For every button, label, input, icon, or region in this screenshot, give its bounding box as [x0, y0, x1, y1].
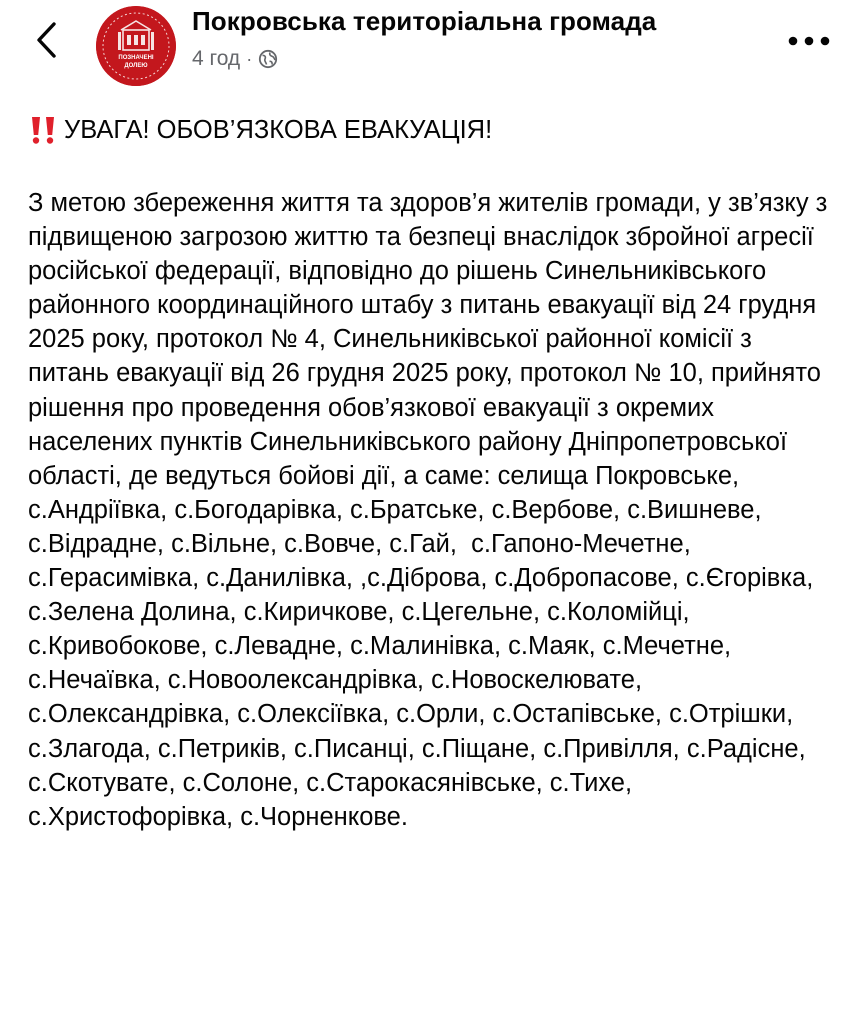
post-meta [192, 46, 278, 72]
post-time[interactable]: 4 год [192, 47, 241, 70]
globe-icon [258, 49, 278, 69]
post-body: З метою збереження життя та здоров’я жителів громади, у зв’язку з підвищеною загрозою життю та безпеці внаслідок збройної агресії російської федерації, відповідно до рішень Синельниківського районного координаційного штабу з питань евакуації від 24 грудня 2025 року, протокол № 4, Синельниківської районної комісії з питань евакуації від 26 грудня 2025 року, протокол № 10, прийнято рішення про проведення обов’язкової евакуації з окремих населених пунктів Синельниківського району Дніпропетровської області, де ведуться бойові дії, а саме: селища Покровське, с.Андріївка, с.Богодарівка, с.Братське, с.Вербове, с.Вишневе, с.Відрадне, с.Вільне, с.Вовче, с.Гай, с.Гапоно-Мечетне, с.Герасимівка, с.Данилівка, ,с.Діброва, с.Добропасове, с.Єгорівка, с.Зелена Долина, с.Киричкове, с.Цегельне, с.Коломійці, с.Кривобокове, с.Левадне, с.Малинівка, с.Маяк, с.Мечетне, с.Нечаївка, с.Новоолександрівка, с.Новоскелювате, с.Олександрівка, с.Олексіївка, с.Орли, с.Остапівське, с.Отрішки, с.Злагода, с.Петриків, с.Писанці, с.Піщане, с.Привілля, с.Радісне, с.Скотувате, с.Солоне, с.Старокасянівське, с.Тихе, с.Христофорівка, с.Чорненкове. [28, 189, 835, 831]
logo-text-line1: ПОЗНАЧЕНІ [118, 55, 154, 61]
more-horizontal-icon [786, 30, 832, 52]
chevron-left-icon [26, 18, 70, 62]
post-title [28, 112, 836, 148]
logo-text-line2: ДОЛЕЮ [124, 63, 148, 69]
avatar[interactable] [96, 6, 176, 86]
community-logo-icon [96, 6, 176, 86]
more-options-button[interactable] [786, 30, 832, 52]
back-button[interactable] [26, 18, 70, 62]
post-content [28, 112, 836, 834]
page-name[interactable]: Покровська територіальна громада [192, 6, 657, 36]
post-header [0, 0, 856, 96]
post-title-text: УВАГА! ОБОВ’ЯЗКОВА ЕВАКУАЦІЯ! [64, 115, 493, 144]
meta-separator: · [246, 48, 253, 69]
double-exclamation-icon [28, 115, 60, 145]
